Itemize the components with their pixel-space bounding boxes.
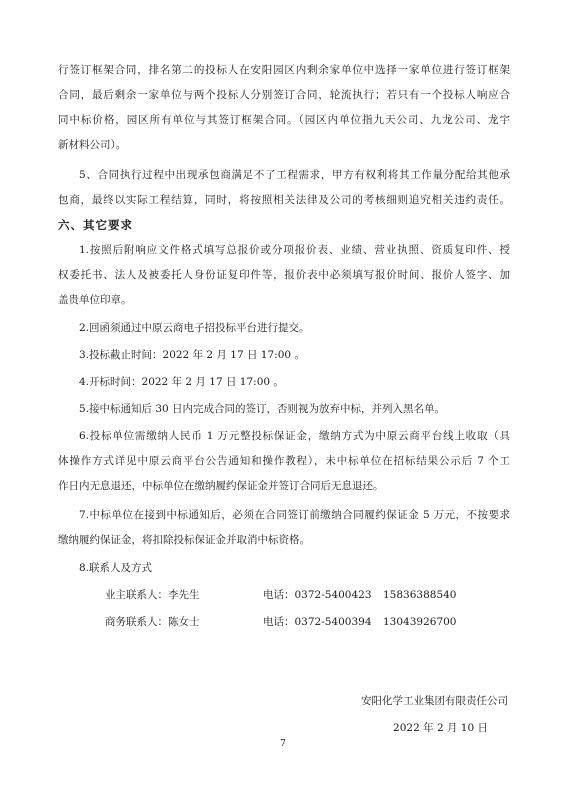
text-line: 包商，最终以实际工程结算，同时，将按照相关法律及公司的考核细则追究相关违约责任。 [58, 194, 510, 206]
text-line: 4.开标时间：2022 年 2 月 17 日 17:00 。 [79, 376, 284, 388]
requirement-item-4 [58, 370, 510, 395]
page-number: 7 [280, 739, 286, 749]
text-line: 同中标价格，园区所有单位与其签订框架合同。（园区内单位指九天公司、九龙公司、龙宇 [58, 114, 510, 126]
requirement-item-6 [58, 424, 510, 499]
section-heading: 六、其它要求 [58, 218, 133, 232]
signature-company: 安阳化学工业集团有限责任公司 [361, 695, 508, 707]
paragraph-continuation [58, 58, 510, 158]
text-line: 6.投标单位需缴纳人民币 1 万元整投标保证金，缴纳方式为中原云商平台线上收取（具 [79, 430, 510, 442]
text-line: 5.接中标通知后 30 日内完成合同的签订，否则视为放弃中标，并列入黑名单。 [79, 403, 446, 415]
contact-mobile-business: 13043926700 [383, 616, 457, 628]
text-line: 5、合同执行过程中出现承包商满足不了工程需求，甲方有权利将其工作量分配给其他承 [79, 169, 510, 181]
text-line: 1.按照后附响应文件格式填写总报价或分项报价表、业绩、营业执照、资质复印件、授 [79, 244, 510, 256]
text-line: 作日内无息退还，中标单位在缴纳履约保证金并签订合同后无息退还。 [58, 480, 384, 492]
contact-phone-owner: 电话：0372-5400423 [263, 589, 372, 601]
text-line: 8.联系人及方式 [79, 562, 153, 574]
text-line: 3.投标截止时间：2022 年 2 月 17 日 17:00 。 [79, 349, 305, 361]
requirement-item-5 [58, 397, 510, 422]
contact-mobile-owner: 15836388540 [383, 589, 457, 601]
text-line: 权委托书、法人及被委托人身份证复印件等，报价表中必须填写报价时间、报价人签字、加 [58, 269, 510, 281]
text-line: 盖贵单位印章。 [58, 294, 132, 306]
text-line: 2.回函须通过中原云商电子招投标平台进行提交。 [79, 322, 310, 334]
text-line: 合同，最后剩余一家单位与两个投标人分别签订合同，轮流执行；若只有一个投标人响应合 [58, 89, 510, 101]
requirement-item-8 [58, 556, 510, 581]
signature-date: 2022 年 2 月 10 日 [393, 722, 488, 734]
requirement-item-1 [58, 238, 510, 313]
contact-role-business: 商务联系人：陈女士 [105, 616, 200, 628]
requirement-item-3 [58, 343, 510, 368]
requirement-item-7 [58, 503, 510, 553]
text-line: 7.中标单位在接到中标通知后，必须在合同签订前缴纳合同履约保证金 5 万元，不按要求 [79, 509, 510, 521]
paragraph-5 [58, 163, 510, 213]
text-line: 行签订框架合同，排名第二的投标人在安阳园区内剩余家单位中选择一家单位进行签订框架 [58, 64, 510, 76]
text-line: 新材料公司）。 [58, 139, 127, 151]
contact-role-owner: 业主联系人：李先生 [105, 589, 200, 601]
requirement-item-2 [58, 316, 510, 341]
contact-phone-business: 电话：0372-5400394 [263, 616, 372, 628]
text-line: 缴纳履约保证金，将扣除投标保证金并取消中标资格。 [58, 534, 310, 546]
text-line: 体操作方式详见中原云商平台公告通知和操作教程），未中标单位在招标结果公示后 7 个工 [58, 455, 510, 467]
